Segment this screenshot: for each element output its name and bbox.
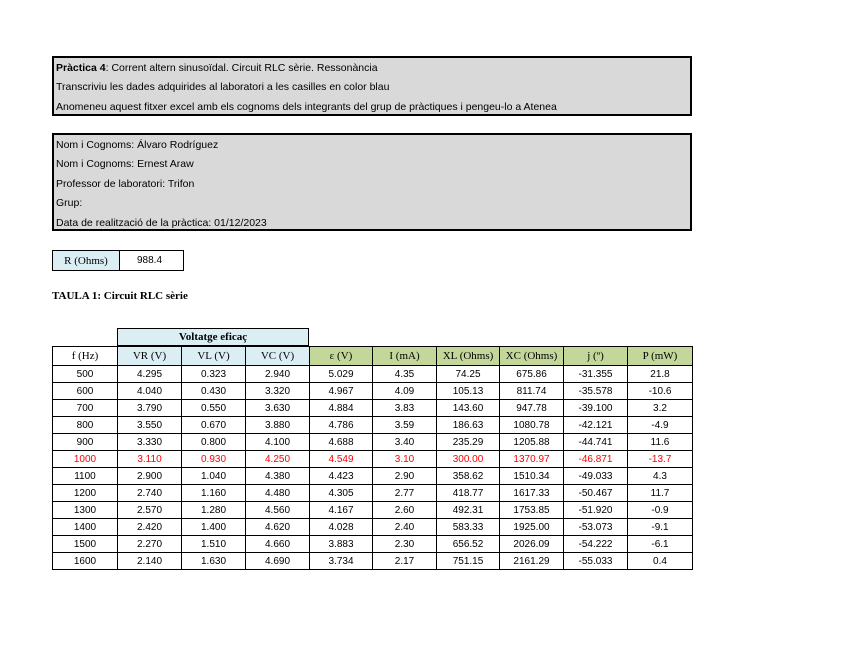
cell-col-vr[interactable]: 3.110	[118, 451, 182, 468]
cell-col-vl[interactable]: 0.930	[182, 451, 246, 468]
cell-col-vc[interactable]: 4.620	[246, 519, 310, 536]
cell-col-freq[interactable]: 700	[53, 400, 118, 417]
cell-col-xc: 1753.85	[500, 502, 564, 519]
table-row	[53, 417, 693, 434]
cell-col-power: -13.7	[628, 451, 693, 468]
table-row	[53, 383, 693, 400]
cell-col-vc[interactable]: 4.380	[246, 468, 310, 485]
table-title: TAULA 1: Circuit RLC sèrie	[52, 290, 188, 302]
header-col-current: I (mA)	[373, 347, 437, 366]
cell-col-phase: -39.100	[564, 400, 628, 417]
cell-col-xc: 2161.29	[500, 553, 564, 570]
cell-col-vl[interactable]: 1.160	[182, 485, 246, 502]
header-col-vr: VR (V)	[118, 347, 182, 366]
cell-col-emf: 4.967	[310, 383, 373, 400]
group-field: Grup:	[56, 197, 83, 210]
table-row	[53, 485, 693, 502]
header-col-vl: VL (V)	[182, 347, 246, 366]
header-col-phase: j (º)	[564, 347, 628, 366]
cell-col-xc: 1205.88	[500, 434, 564, 451]
cell-col-vc[interactable]: 4.560	[246, 502, 310, 519]
cell-col-xl: 186.63	[437, 417, 500, 434]
cell-col-vl[interactable]: 1.630	[182, 553, 246, 570]
table-row	[53, 553, 693, 570]
table-row	[53, 400, 693, 417]
cell-col-freq[interactable]: 500	[53, 366, 118, 383]
cell-col-freq[interactable]: 1300	[53, 502, 118, 519]
cell-col-xc: 1080.78	[500, 417, 564, 434]
cell-col-phase: -51.920	[564, 502, 628, 519]
cell-col-power: 21.8	[628, 366, 693, 383]
cell-col-vr[interactable]: 2.900	[118, 468, 182, 485]
cell-col-xc: 947.78	[500, 400, 564, 417]
cell-col-vr[interactable]: 2.740	[118, 485, 182, 502]
cell-col-vc[interactable]: 3.320	[246, 383, 310, 400]
header-col-vc: VC (V)	[246, 347, 310, 366]
cell-col-power: -9.1	[628, 519, 693, 536]
cell-col-vl[interactable]: 1.040	[182, 468, 246, 485]
cell-col-emf: 3.883	[310, 536, 373, 553]
cell-col-emf: 4.884	[310, 400, 373, 417]
cell-col-current: 3.83	[373, 400, 437, 417]
student-info-box	[52, 133, 692, 231]
cell-col-power: 11.7	[628, 485, 693, 502]
cell-col-phase: -50.467	[564, 485, 628, 502]
cell-col-xl: 418.77	[437, 485, 500, 502]
cell-col-vl[interactable]: 1.510	[182, 536, 246, 553]
table-row	[53, 519, 693, 536]
cell-col-phase: -35.578	[564, 383, 628, 400]
header-col-emf: ε (V)	[310, 347, 373, 366]
cell-col-xl: 358.62	[437, 468, 500, 485]
cell-col-vl[interactable]: 0.550	[182, 400, 246, 417]
cell-col-emf: 4.688	[310, 434, 373, 451]
cell-col-emf: 3.734	[310, 553, 373, 570]
instruction-line-2: Anomeneu aquest fitxer excel amb els cognoms dels integrants del grup de pràctiques i pengeu-lo a Atenea	[56, 100, 557, 113]
cell-col-emf: 4.167	[310, 502, 373, 519]
cell-col-vc[interactable]: 2.940	[246, 366, 310, 383]
practice-header-box	[52, 56, 692, 116]
table-row	[53, 468, 693, 485]
cell-col-xl: 492.31	[437, 502, 500, 519]
cell-col-vr[interactable]: 2.420	[118, 519, 182, 536]
cell-col-xl: 74.25	[437, 366, 500, 383]
resistance-box	[52, 250, 184, 271]
cell-col-vr[interactable]: 4.040	[118, 383, 182, 400]
practice-date: Data de realització de la pràctica: 01/12/2023	[56, 216, 267, 229]
cell-col-phase: -42.121	[564, 417, 628, 434]
header-col-freq: f (Hz)	[53, 347, 118, 366]
table-header-row	[53, 347, 693, 366]
cell-col-emf: 5.029	[310, 366, 373, 383]
cell-col-xc: 1370.97	[500, 451, 564, 468]
cell-col-vl[interactable]: 1.400	[182, 519, 246, 536]
resistance-value[interactable]: 988.4	[137, 255, 163, 266]
student-name-1: Nom i Cognoms: Álvaro Rodríguez	[56, 139, 219, 151]
cell-col-power: 11.6	[628, 434, 693, 451]
table-row	[53, 451, 693, 468]
cell-col-xl: 583.33	[437, 519, 500, 536]
cell-col-phase: -54.222	[564, 536, 628, 553]
cell-col-current: 2.60	[373, 502, 437, 519]
cell-col-current: 2.40	[373, 519, 437, 536]
cell-col-vl[interactable]: 0.323	[182, 366, 246, 383]
cell-col-xl: 143.60	[437, 400, 500, 417]
cell-col-phase: -53.073	[564, 519, 628, 536]
cell-col-current: 4.09	[373, 383, 437, 400]
voltage-group-header: Voltatge eficaç	[117, 328, 309, 346]
cell-col-power: 4.3	[628, 468, 693, 485]
cell-col-vc[interactable]: 3.630	[246, 400, 310, 417]
cell-col-emf: 4.028	[310, 519, 373, 536]
cell-col-vr[interactable]: 3.550	[118, 417, 182, 434]
cell-col-vc[interactable]: 4.480	[246, 485, 310, 502]
table-row	[53, 366, 693, 383]
practice-title-bold: Pràctica 4	[56, 62, 106, 74]
header-col-xl: XL (Ohms)	[437, 347, 500, 366]
cell-col-xl: 751.15	[437, 553, 500, 570]
cell-col-vr[interactable]: 2.270	[118, 536, 182, 553]
cell-col-current: 3.10	[373, 451, 437, 468]
cell-col-current: 2.30	[373, 536, 437, 553]
resistance-label: R (Ohms)	[53, 251, 120, 270]
cell-col-freq[interactable]: 900	[53, 434, 118, 451]
cell-col-current: 2.17	[373, 553, 437, 570]
cell-col-current: 2.90	[373, 468, 437, 485]
practice-title	[56, 59, 690, 78]
cell-col-emf: 4.423	[310, 468, 373, 485]
cell-col-power: -0.9	[628, 502, 693, 519]
cell-col-phase: -55.033	[564, 553, 628, 570]
cell-col-emf: 4.786	[310, 417, 373, 434]
cell-col-xc: 1510.34	[500, 468, 564, 485]
cell-col-vr[interactable]: 2.570	[118, 502, 182, 519]
cell-col-xc: 2026.09	[500, 536, 564, 553]
cell-col-freq[interactable]: 1400	[53, 519, 118, 536]
cell-col-power: -4.9	[628, 417, 693, 434]
header-col-xc: XC (Ohms)	[500, 347, 564, 366]
instruction-line-1: Transcriviu les dades adquirides al laboratori a les casilles en color blau	[56, 81, 390, 94]
cell-col-vr[interactable]: 2.140	[118, 553, 182, 570]
cell-col-vc[interactable]: 4.660	[246, 536, 310, 553]
cell-col-freq[interactable]: 1000	[53, 451, 118, 468]
table-row	[53, 434, 693, 451]
cell-col-power: -6.1	[628, 536, 693, 553]
cell-col-power: 3.2	[628, 400, 693, 417]
rlc-data-table	[52, 346, 693, 570]
cell-col-vl[interactable]: 1.280	[182, 502, 246, 519]
cell-col-xc: 811.74	[500, 383, 564, 400]
cell-col-emf: 4.305	[310, 485, 373, 502]
practice-title-rest: : Corrent altern sinusoïdal. Circuit RLC sèrie. Ressonància	[105, 62, 378, 74]
header-col-power: P (mW)	[628, 347, 693, 366]
table-row	[53, 536, 693, 553]
cell-col-freq[interactable]: 1600	[53, 553, 118, 570]
cell-col-xl: 656.52	[437, 536, 500, 553]
cell-col-xl: 105.13	[437, 383, 500, 400]
cell-col-freq[interactable]: 800	[53, 417, 118, 434]
cell-col-xl: 235.29	[437, 434, 500, 451]
cell-col-vl[interactable]: 0.800	[182, 434, 246, 451]
cell-col-current: 3.40	[373, 434, 437, 451]
cell-col-freq[interactable]: 1500	[53, 536, 118, 553]
cell-col-power: 0.4	[628, 553, 693, 570]
cell-col-vc[interactable]: 4.690	[246, 553, 310, 570]
cell-col-emf: 4.549	[310, 451, 373, 468]
cell-col-vr[interactable]: 3.790	[118, 400, 182, 417]
cell-col-freq[interactable]: 1100	[53, 468, 118, 485]
table-row	[53, 502, 693, 519]
cell-col-xc: 675.86	[500, 366, 564, 383]
cell-col-phase: -44.741	[564, 434, 628, 451]
cell-col-vl[interactable]: 0.430	[182, 383, 246, 400]
cell-col-vr[interactable]: 4.295	[118, 366, 182, 383]
cell-col-xc: 1617.33	[500, 485, 564, 502]
lab-professor: Professor de laboratori: Trifon	[56, 177, 195, 190]
cell-col-phase: -31.355	[564, 366, 628, 383]
student-name-2: Nom i Cognoms: Ernest Araw	[56, 158, 194, 171]
cell-col-vl[interactable]: 0.670	[182, 417, 246, 434]
cell-col-phase: -46.871	[564, 451, 628, 468]
cell-col-current: 3.59	[373, 417, 437, 434]
cell-col-freq[interactable]: 1200	[53, 485, 118, 502]
cell-col-vr[interactable]: 3.330	[118, 434, 182, 451]
cell-col-vc[interactable]: 3.880	[246, 417, 310, 434]
cell-col-current: 2.77	[373, 485, 437, 502]
cell-col-current: 4.35	[373, 366, 437, 383]
cell-col-xl: 300.00	[437, 451, 500, 468]
cell-col-power: -10.6	[628, 383, 693, 400]
cell-col-vc[interactable]: 4.250	[246, 451, 310, 468]
cell-col-phase: -49.033	[564, 468, 628, 485]
cell-col-vc[interactable]: 4.100	[246, 434, 310, 451]
cell-col-xc: 1925.00	[500, 519, 564, 536]
cell-col-freq[interactable]: 600	[53, 383, 118, 400]
